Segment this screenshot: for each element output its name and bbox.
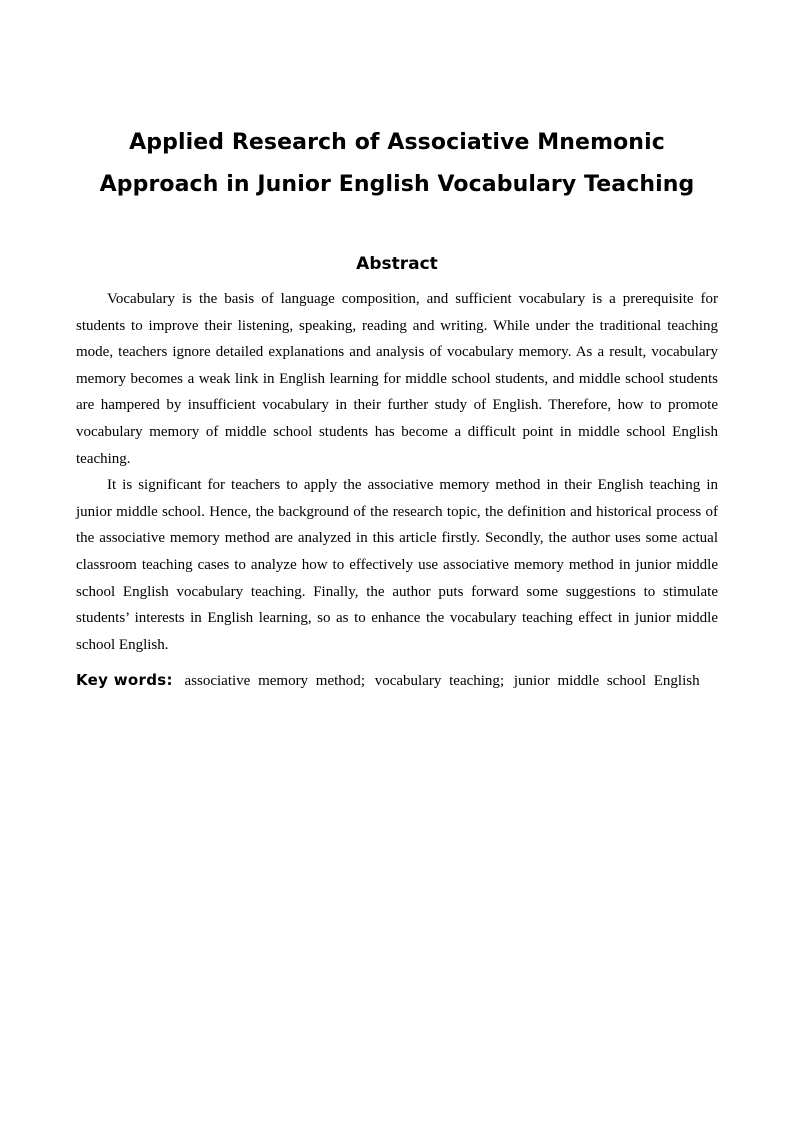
keywords-line: [76, 667, 718, 694]
abstract-paragraph-1: Vocabulary is the basis of language composition, and sufficient vocabulary is a prerequisite for students to improve their listening, speaking, reading and writing. While under the traditional teaching mode, teachers ignore detailed explanations and analysis of vocabulary memory. As a result, vocabulary memory becomes a weak link in English learning for middle school students, and middle school students are hampered by insufficient vocabulary in their further study of English. Therefore, how to promote vocabulary memory of middle school students has become a difficult point in middle school English teaching.: [76, 291, 718, 467]
keyword-2: vocabulary teaching: [374, 673, 500, 689]
keyword-separator: ;: [499, 673, 505, 689]
keyword-separator: ;: [360, 673, 365, 689]
keywords-label: Key words:: [76, 671, 173, 689]
title-line-1: Applied Research of Associative Mnemonic: [129, 130, 665, 155]
abstract-heading: Abstract: [356, 254, 438, 274]
paper-title: [76, 122, 718, 206]
abstract-body: [76, 286, 718, 658]
keyword-1: associative memory method: [184, 673, 361, 689]
abstract-paragraph-2: It is significant for teachers to apply the associative memory method in their English teaching in junior middle school. Hence, the background of the research topic, the definition and historical process of the associative memory method are analyzed in this article firstly. Secondly, the author uses some actual classroom teaching cases to analyze how to effectively use associative memory method in junior middle school English vocabulary teaching. Finally, the author puts forward some suggestions to stimulate students’ interests in English learning, so as to enhance the vocabulary teaching effect in junior middle school English.: [76, 477, 718, 653]
title-line-2: Approach in Junior English Vocabulary Teaching: [99, 172, 695, 197]
keyword-3: junior middle school English: [513, 673, 700, 689]
